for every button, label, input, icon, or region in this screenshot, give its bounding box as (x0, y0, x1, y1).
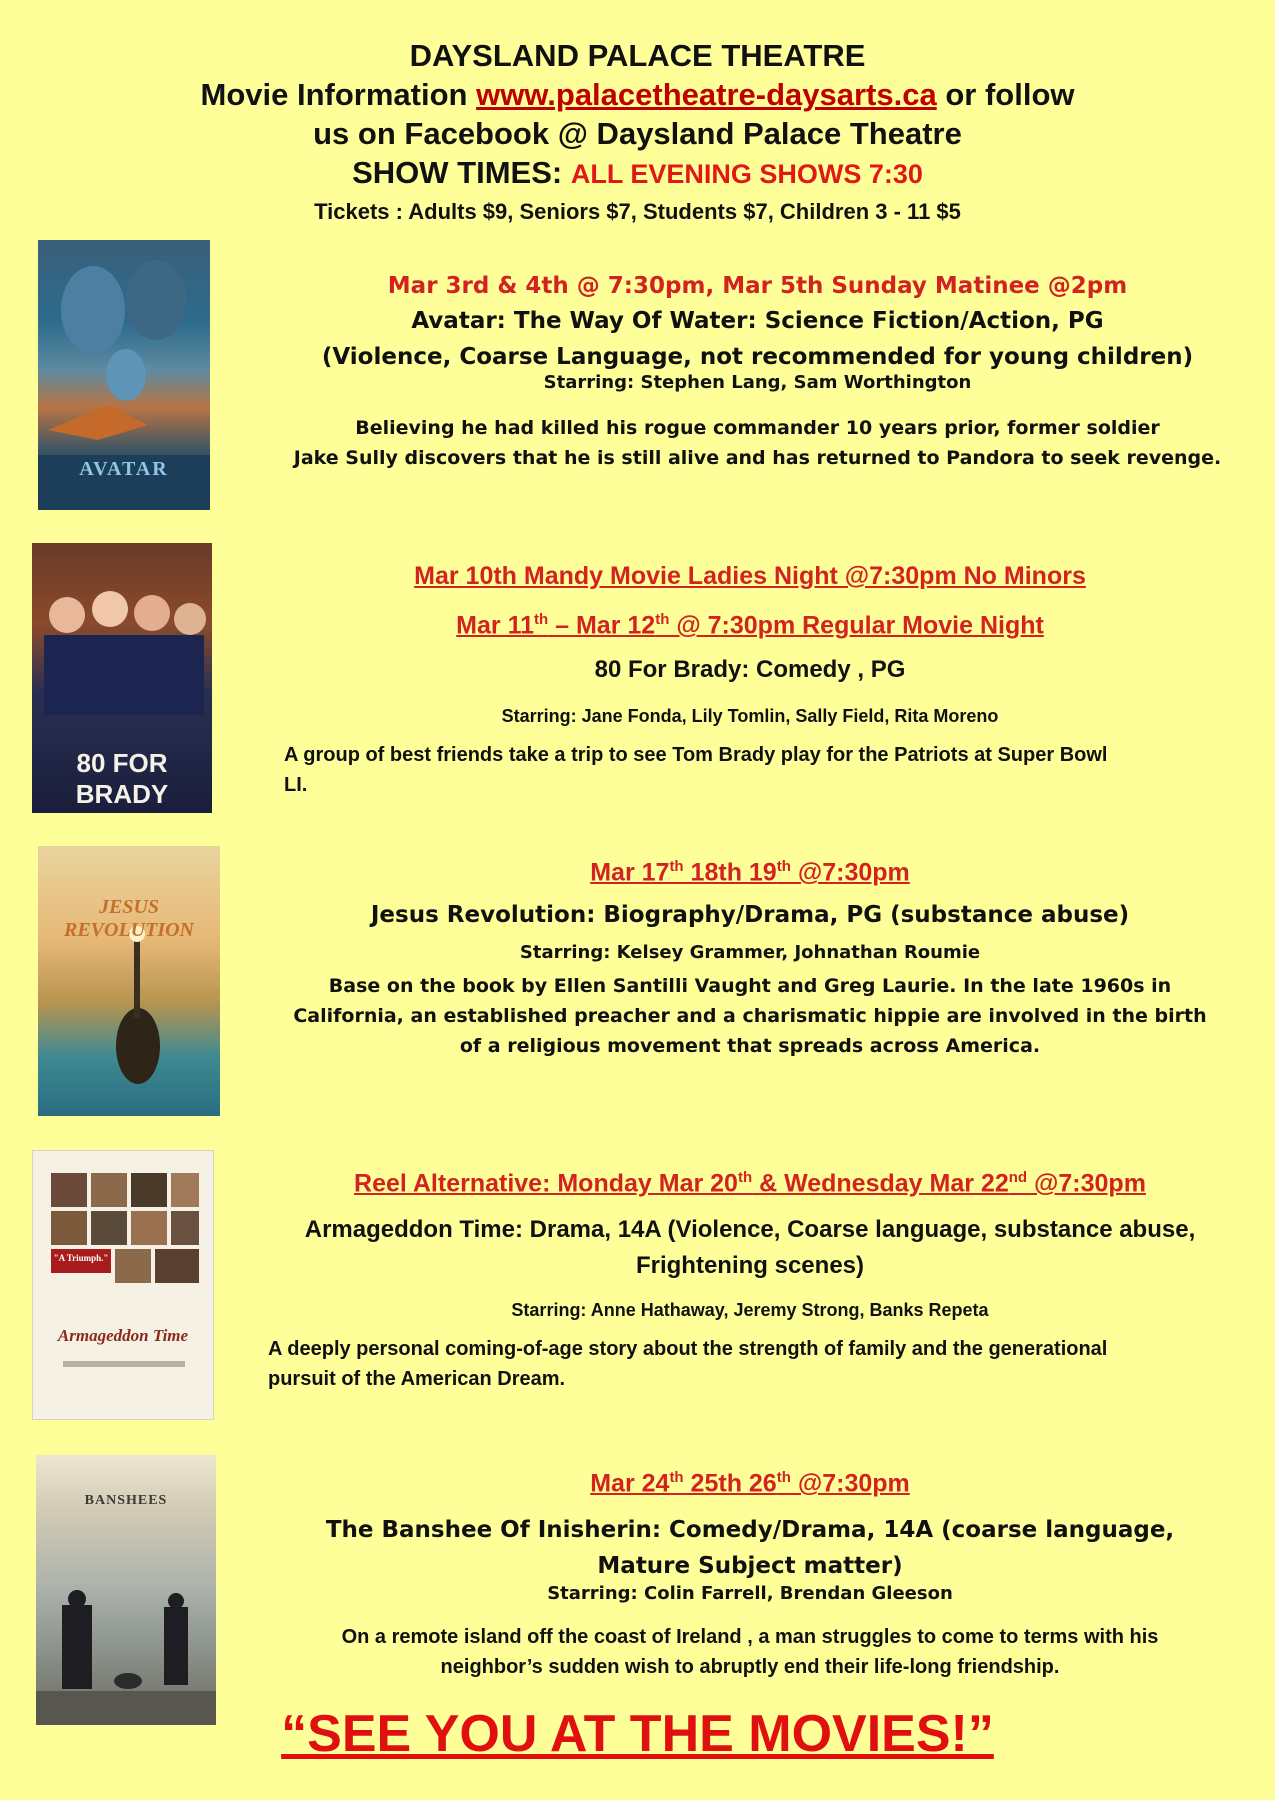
movie-rating-notes: Mature Subject matter) (597, 1553, 903, 1580)
movie-title: The Banshee Of Inisherin: Comedy/Drama, 14A (coarse language, (325, 1517, 1175, 1544)
description-line: Base on the book by Ellen Santilli Vaught and Greg Laurie. In the late 1960s in (328, 975, 1172, 998)
movie-80-for-brady (250, 557, 1250, 800)
movie-starring: Starring: Anne Hathaway, Jeremy Strong, Banks Repeta (511, 1300, 989, 1321)
date-text: Mar 17 (590, 858, 670, 887)
ticket-prices: Tickets : Adults $9, Seniors $7, Students $7, Children 3 - 11 $5 (314, 199, 961, 224)
description-line: A deeply personal coming-of-age story about the strength of family and the generational (268, 1338, 1108, 1361)
date-text: Mar 24 (590, 1469, 670, 1498)
header (0, 36, 1275, 228)
theatre-name: DAYSLAND PALACE THEATRE (409, 38, 866, 73)
jesus-revolution-poster (38, 846, 220, 1116)
see-you-at-the-movies: “SEE YOU AT THE MOVIES!” (281, 1705, 994, 1763)
movie-description (240, 413, 1275, 473)
movie-dates-ladies-night: Mar 10th Mandy Movie Ladies Night @7:30pm No Minors (414, 562, 1086, 590)
date-text: Mar 11 (456, 611, 535, 640)
date-text: – Mar 12 (548, 611, 656, 640)
movie-description (250, 740, 1250, 800)
description-line: of a religious movement that spreads across America. (459, 1035, 1041, 1058)
movie-armageddon-time (250, 1161, 1250, 1394)
movie-dates: Mar 3rd & 4th @ 7:30pm, Mar 5th Sunday Matinee @2pm (387, 273, 1128, 299)
armageddon-time-poster (32, 1150, 214, 1420)
movie-dates (250, 1161, 1250, 1200)
movie-starring: Starring: Stephen Lang, Sam Worthington (543, 372, 972, 393)
date-suffix: nd (1008, 1169, 1028, 1186)
movie-title: Armageddon Time: Drama, 14A (Violence, Coarse language, substance abuse, (304, 1216, 1196, 1244)
movie-title: 80 For Brady: Comedy , PG (594, 656, 906, 684)
movie-title: Avatar: The Way Of Water: Science Fiction/Action, PG (411, 308, 1104, 334)
date-suffix: th (534, 611, 549, 628)
brady-poster-title: 80 FOR BRADY (75, 748, 169, 809)
armageddon-time-artwork (33, 1151, 214, 1420)
movie-dates (250, 850, 1250, 889)
date-text: @ 7:30pm Regular Movie Night (669, 611, 1044, 640)
movie-rating-notes: Frightening scenes) (635, 1252, 865, 1280)
description-line: neighbor’s sudden wish to abruptly end their life-long friendship. (440, 1656, 1060, 1679)
banshees-poster (36, 1455, 216, 1725)
jesus-revolution-poster-title: JESUS REVOLUTION (63, 896, 194, 941)
armageddon-time-poster-title: Armageddon Time (57, 1326, 189, 1345)
facebook-line: us on Facebook @ Daysland Palace Theatre (313, 116, 962, 151)
movie-info-line (0, 75, 1275, 114)
banshees-poster-title: BANSHEES (84, 1493, 168, 1508)
date-text: 25th 26 (683, 1469, 777, 1498)
date-text: @7:30pm (790, 858, 910, 887)
description-line: California, an established preacher and a charismatic hippie are involved in the birth (293, 1005, 1207, 1028)
movie-description (250, 1622, 1250, 1682)
showtimes-label: SHOW TIMES: (352, 155, 563, 190)
movie-description (250, 1334, 1250, 1394)
info-prefix: Movie Information (200, 77, 468, 112)
date-suffix: th (669, 1469, 684, 1486)
date-text: @7:30pm (790, 1469, 910, 1498)
movie-title: Jesus Revolution: Biography/Drama, PG (substance abuse) (370, 902, 1130, 929)
website-link[interactable]: www.palacetheatre-daysarts.ca (476, 77, 937, 112)
movie-dates-regular (250, 603, 1250, 642)
description-line: LI. (284, 774, 308, 797)
date-suffix: th (776, 1469, 791, 1486)
info-suffix: or follow (945, 77, 1075, 112)
armageddon-time-poster-quote: "A Triumph." (53, 1253, 109, 1263)
movie-starring: Starring: Colin Farrell, Brendan Gleeson (547, 1583, 953, 1605)
date-suffix: th (669, 858, 684, 875)
movie-jesus-revolution (250, 850, 1250, 1061)
description-line: Jake Sully discovers that he is still alive and has returned to Pandora to seek revenge. (293, 447, 1222, 469)
movie-description (250, 971, 1250, 1061)
description-line: pursuit of the American Dream. (268, 1368, 566, 1391)
movie-banshees-of-inisherin (250, 1461, 1250, 1682)
date-text: Reel Alternative: Monday Mar 20 (354, 1169, 738, 1198)
movie-starring: Starring: Jane Fonda, Lily Tomlin, Sally Field, Rita Moreno (501, 706, 999, 727)
movie-dates (250, 1461, 1250, 1500)
avatar-poster-title: AVATAR (79, 458, 169, 480)
jesus-revolution-artwork (38, 846, 220, 1116)
description-line: On a remote island off the coast of Ireland , a man struggles to come to terms with his (341, 1626, 1159, 1649)
date-text: 18th 19 (683, 858, 777, 887)
description-line: Believing he had killed his rogue commander 10 years prior, former soldier (355, 417, 1160, 439)
brady-poster (32, 543, 212, 813)
movie-rating-notes: (Violence, Coarse Language, not recommended for young children) (321, 344, 1194, 370)
date-suffix: th (655, 611, 670, 628)
date-suffix: th (776, 858, 791, 875)
showtimes-value: ALL EVENING SHOWS 7:30 (570, 159, 923, 189)
date-suffix: th (737, 1169, 753, 1186)
movie-avatar (240, 269, 1275, 473)
description-line: A group of best friends take a trip to see Tom Brady play for the Patriots at Super Bowl (284, 744, 1108, 767)
avatar-poster (38, 240, 210, 510)
showtimes-line (0, 153, 1275, 194)
movie-starring: Starring: Kelsey Grammer, Johnathan Roumie (519, 942, 981, 964)
date-text: @7:30pm (1027, 1169, 1146, 1198)
date-text: & Wednesday Mar 22 (752, 1169, 1009, 1198)
